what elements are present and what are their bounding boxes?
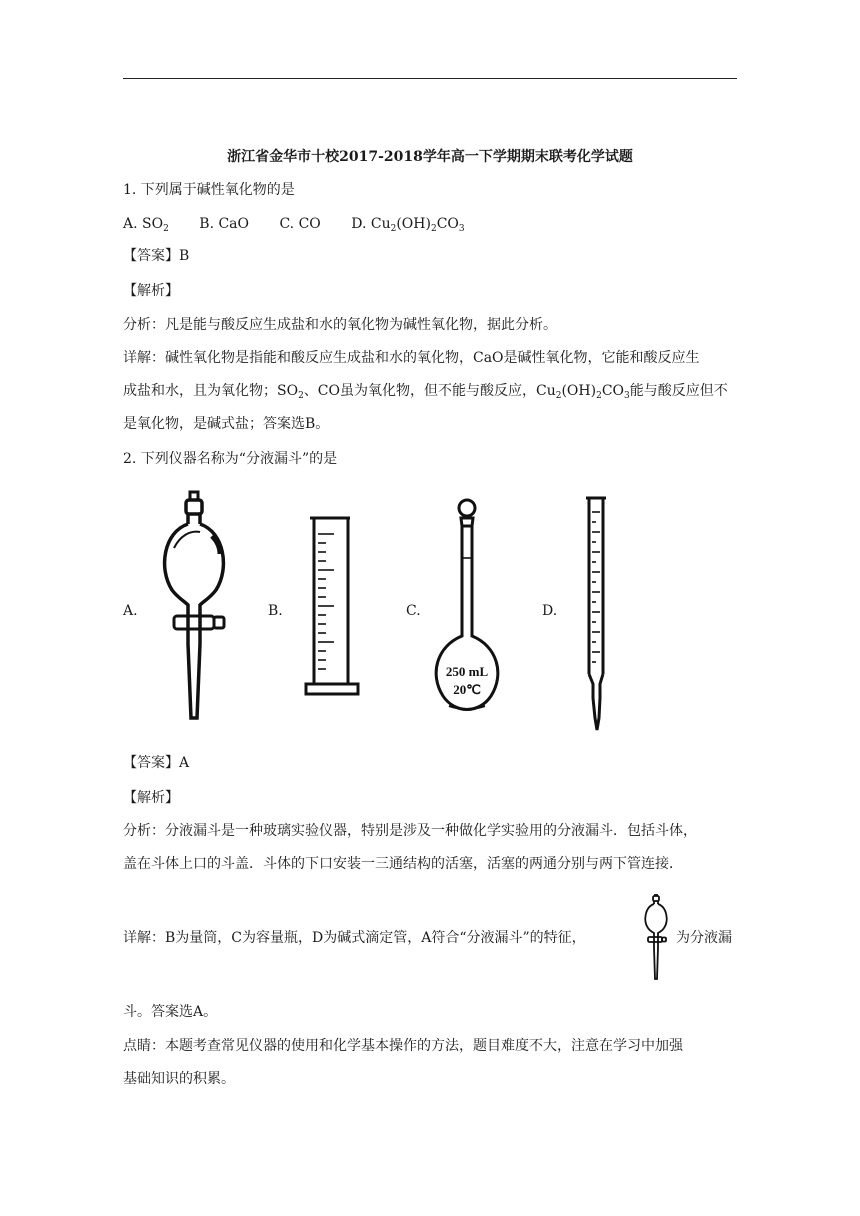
q2-stem: 2. 下列仪器名称为“分液漏斗”的是	[123, 451, 338, 467]
q2-label-b: B.	[268, 603, 283, 619]
flask-volume-label: 250 mL	[445, 664, 489, 679]
q2-analysis-line-2: 盖在斗体上口的斗盖．斗体的下口安装一三通结构的活塞，活塞的两通分别与两下管连接．	[123, 856, 683, 872]
q1-answer: 【答案】B	[123, 248, 190, 264]
q2-answer: 【答案】A	[123, 755, 190, 771]
q1-analysis: 分析：凡是能与酸反应生成盐和水的氧化物为碱性氧化物，据此分析。	[123, 317, 557, 333]
q2-label-a: A.	[123, 603, 138, 619]
burette-image	[580, 494, 620, 734]
q2-analysis-heading: 【解析】	[123, 790, 179, 806]
q1-analysis-heading: 【解析】	[123, 283, 179, 299]
q1-option-a: A. $SO_2$	[123, 216, 169, 234]
q2-detail-line-1: 详解：B为量筒，C为容量瓶，D为碱式滴定管，A符合“分液漏斗”的特征，	[123, 930, 586, 946]
volumetric-flask-image	[425, 496, 515, 721]
q2-comment-line-2: 基础知识的积累。	[123, 1071, 235, 1087]
q1-detail-line-1: 详解：碱性氧化物是指能和酸反应生成盐和水的氧化物，CaO是碱性氧化物，它能和酸反应生	[123, 350, 700, 366]
header-rule	[123, 78, 737, 79]
q1-stem: 1. 下列属于碱性氧化物的是	[123, 182, 295, 198]
q2-detail-line-2: 斗。答案选A。	[123, 1004, 218, 1020]
q2-detail-line-1-tail: 为分液漏	[676, 930, 732, 946]
q2-comment-line-1: 点睛：本题考查常见仪器的使用和化学基本操作的方法，题目难度不大，注意在学习中加强	[123, 1038, 683, 1054]
q1-detail-line-2: 成盐和水，且为氧化物；$SO_2$、CO虽为氧化物，但不能与酸反应，$Cu_2(OH)_2CO_3$能与酸反应但不	[123, 383, 728, 401]
q1-option-b: B. CaO	[199, 216, 250, 232]
q2-label-d: D.	[542, 603, 558, 619]
flask-temperature-label: 20℃	[453, 682, 481, 697]
q2-label-c: C.	[406, 603, 421, 619]
separatory-funnel-image	[150, 488, 240, 723]
q1-detail-line-3: 是氧化物，是碱式盐；答案选B。	[123, 416, 330, 432]
q1-option-c: C. CO	[279, 216, 321, 232]
separatory-funnel-inline-image	[640, 893, 672, 983]
document-title: 浙江省金华市十校2017-2018学年高一下学期期末联考化学试题	[227, 149, 633, 165]
q1-option-d: D. $Cu_2(OH)_2CO_3$	[351, 216, 465, 234]
q2-analysis-line-1: 分析：分液漏斗是一种玻璃实验仪器，特别是涉及一种做化学实验用的分液漏斗．包括斗体，	[123, 823, 697, 839]
graduated-cylinder-image	[300, 512, 380, 702]
q1-options	[123, 214, 491, 239]
